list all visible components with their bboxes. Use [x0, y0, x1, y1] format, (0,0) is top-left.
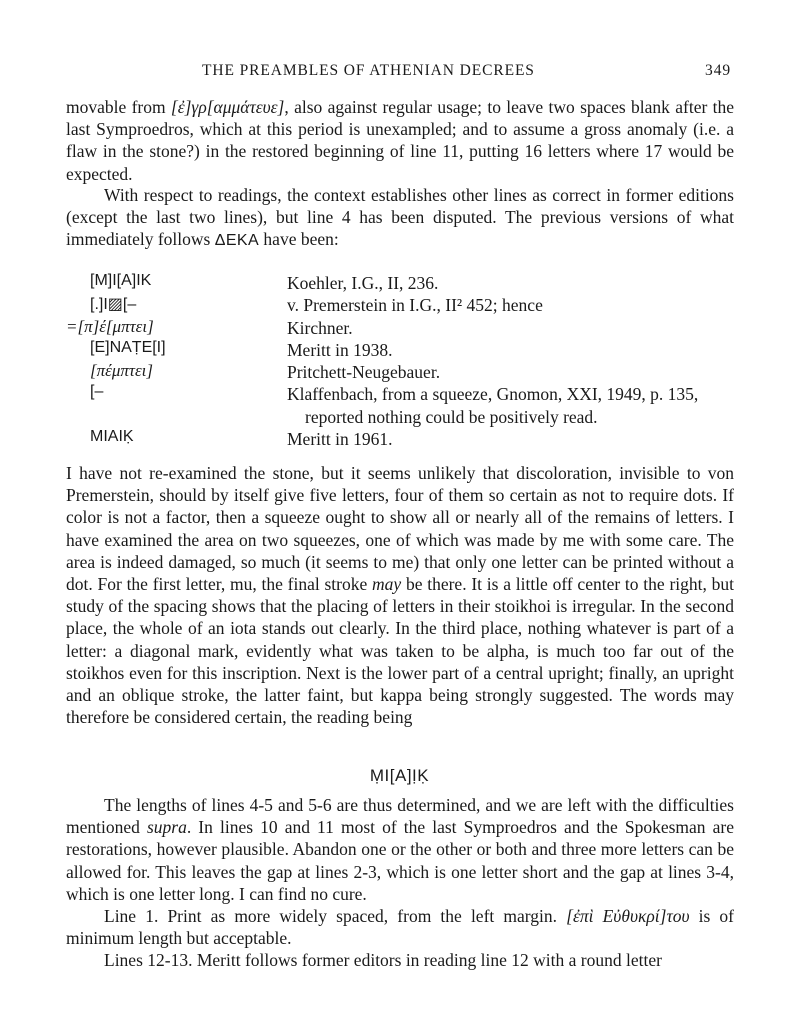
edition-source: Koehler, I.G., II, 236.: [287, 273, 439, 293]
edition-source-continuation: reported nothing could be positively read.: [305, 406, 598, 427]
edition-source-line: Klaffenbach, from a squeeze, Gnomon, XXI, 1949, p. 135,: [287, 384, 699, 405]
edition-source: Pritchett-Neugebauer.: [287, 362, 441, 383]
edition-source: Meritt in 1938.: [287, 339, 393, 360]
edition-reading: =[π]έ[μπτει]: [66, 316, 154, 336]
paragraph-4-group: [66, 794, 734, 972]
edition-row: [66, 383, 736, 428]
emphasis-may: may: [372, 574, 402, 595]
greek-word-egrammateue: [ἐ]γρ[αμμάτευε]: [170, 97, 285, 117]
paragraph-5-text-b: is of minimum length but acceptable.: [66, 906, 735, 949]
edition-source: [287, 383, 737, 428]
edition-row: [66, 272, 736, 294]
editions-list: [66, 272, 736, 450]
edition-row: [66, 361, 736, 383]
edition-reading: MIAIḲ: [90, 428, 134, 446]
paragraph-4: [66, 794, 734, 905]
edition-row: [66, 339, 736, 361]
edition-row: [66, 294, 736, 316]
edition-row: [66, 428, 736, 450]
edition-reading: [.]I▨[–: [90, 296, 137, 314]
deka-letters: ΔΕΚΑ: [214, 232, 260, 250]
greek-phrase-euthykritou: [ἐπὶ Εὐθυκρί]του: [566, 906, 690, 927]
edition-row: [66, 317, 736, 339]
paragraph-6: Lines 12-13. Meritt follows former editors in reading line 12 with a round letter: [104, 950, 662, 971]
paragraph-5-text-a: Line 1. Print as more widely spaced, from the left margin.: [104, 906, 567, 927]
edition-reading: [M]I[A]IK: [90, 272, 152, 289]
paragraph-1: [66, 96, 734, 185]
paragraph-2-text-b: have been:: [259, 229, 339, 250]
paragraph-4-text-b: . In lines 10 and 11 most of the last Symproedros and the Spokesman are restorations, however plausible. Abandon one or the other or both and three more letters can be allowed for. This leaves the gap at lines 2-3, which is one letter short and the gap at lines 3-4, which is one letter long. I can find no cure.: [66, 817, 734, 904]
edition-source: v. Premerstein in I.G., II² 452; hence: [287, 295, 543, 316]
paragraph-2: [66, 184, 734, 253]
edition-reading: [E]NAṬE[I]: [90, 338, 166, 356]
paragraph-3: [66, 462, 734, 728]
paragraph-3-text-a: I have not re-examined the stone, but it seems unlikely that discoloration, invisible to von Premerstein, should by itself give five letters, four of them so certain as not to require dots. If color is not a factor, then a squeeze ought to show all or nearly all of the remains of letters. I have examined the area on two squeezes, one of which was made by me with some care. The area is indeed damaged, so much (it seems to me) that only one letter can be printed without a dot. For the first letter, mu, the final stroke: [66, 463, 734, 595]
edition-source: Meritt in 1961.: [287, 429, 393, 450]
running-title: THE PREAMBLES OF ATHENIAN DECREES: [202, 62, 535, 79]
paragraph-5: [66, 905, 734, 949]
paragraph-4-text-a: The lengths of lines 4-5 and 5-6 are thus determined, and we are left with the difficulties mentioned: [66, 795, 734, 838]
paragraph-1-text-a: movable from: [66, 97, 171, 117]
edition-reading: [–: [90, 383, 104, 401]
page-number: 349: [705, 62, 731, 79]
edition-reading: [πέμπτει]: [90, 361, 154, 381]
paragraph-1-text-b: , also against regular usage; to leave two spaces blank after the last Symproedros, which at this period is unexampled; and to assume a gross anomaly (i.e. a flaw in the stone?) in the restored beginning of line 11, putting 16 letters where 17 would be expected.: [66, 97, 734, 184]
edition-source: Kirchner.: [287, 317, 353, 338]
paragraph-2-text-a: With respect to readings, the context establishes other lines as correct in former editions (except the last two lines), but line 4 has been disputed. The previous versions of what immediately follows: [66, 185, 734, 250]
paragraph-3-text-b: be there. It is a little off center to the right, but study of the spacing shows that the placing of letters in their stoikhoi is irregular. In the second place, the whole of an iota stands out clearly. In the third place, nothing whatever is part of a letter: a diagonal mark, evidently what was taken to be alpha, is much too far out of the stoikhos even for this inscription. Next is the lower part of a central upright; finally, an upright and an oblique stroke, the latter faint, but kappa being strongly suggested. The words may therefore be considered certain, the reading being: [66, 574, 734, 728]
centered-reading: ṂI[A]ỊḲ: [369, 766, 430, 785]
emphasis-supra: supra: [146, 817, 187, 838]
